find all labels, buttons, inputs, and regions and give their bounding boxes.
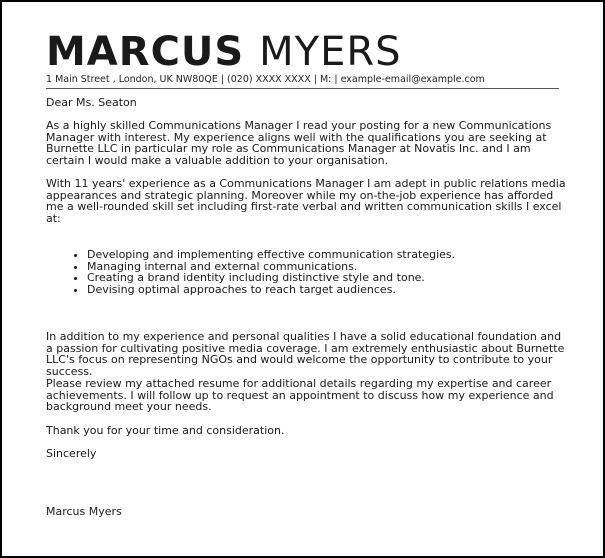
list-item: • Devising optimal approaches to reach target audiences. (87, 284, 587, 296)
header-divider (46, 88, 559, 89)
paragraph-education: In addition to my experience and personal qualities I have a solid educational foundation and a passion for cultivating positive media coverage. I am extremely enthusiastic about Burnette LLC's focus on representing NGOs and would welcome the opportunity to contribute to your success. (46, 330, 565, 378)
first-name: MARCUS (46, 29, 245, 75)
list-item: • Developing and implementing effective communication strategies. (87, 249, 587, 261)
contact-line: 1 Main Street , London, UK NW80QE | (020) XXXX XXXX | M: | example-email@example.com (46, 74, 485, 85)
closing: Sincerely (46, 447, 97, 460)
paragraph-intro: As a highly skilled Communications Manager I read your posting for a new Communications Manager with interest. My experience aligns well with the qualifications you are seeking at Burnette LLC in particular my role as Communications Manager at Novatis Inc. and I am certain I would make a valuable addition to your organisation. (46, 119, 552, 167)
list-item: • Managing internal and external communications. (87, 261, 587, 273)
letter-header (46, 30, 485, 86)
signature: Marcus Myers (46, 505, 122, 518)
paragraph-experience: With 11 years' experience as a Communications Manager I am adept in public relations media appearances and strategic planning. Moreover while my on-the-job experience has afforded me a well-rounded skill set including first-rate verbal and written communication skills I excel at: (46, 177, 566, 225)
paragraph-followup: Please review my attached resume for additional details regarding my expertise and career achievements. I will follow up to request an appointment to discuss how my experience and background meet your needs. (46, 377, 554, 413)
list-item: • Creating a brand identity including distinctive style and tone. (87, 272, 587, 284)
applicant-name (46, 30, 485, 74)
salutation: Dear Ms. Seaton (46, 96, 137, 109)
last-name: MYERS (259, 29, 402, 75)
skills-list (62, 249, 587, 295)
thanks-line: Thank you for your time and consideration. (46, 424, 285, 437)
